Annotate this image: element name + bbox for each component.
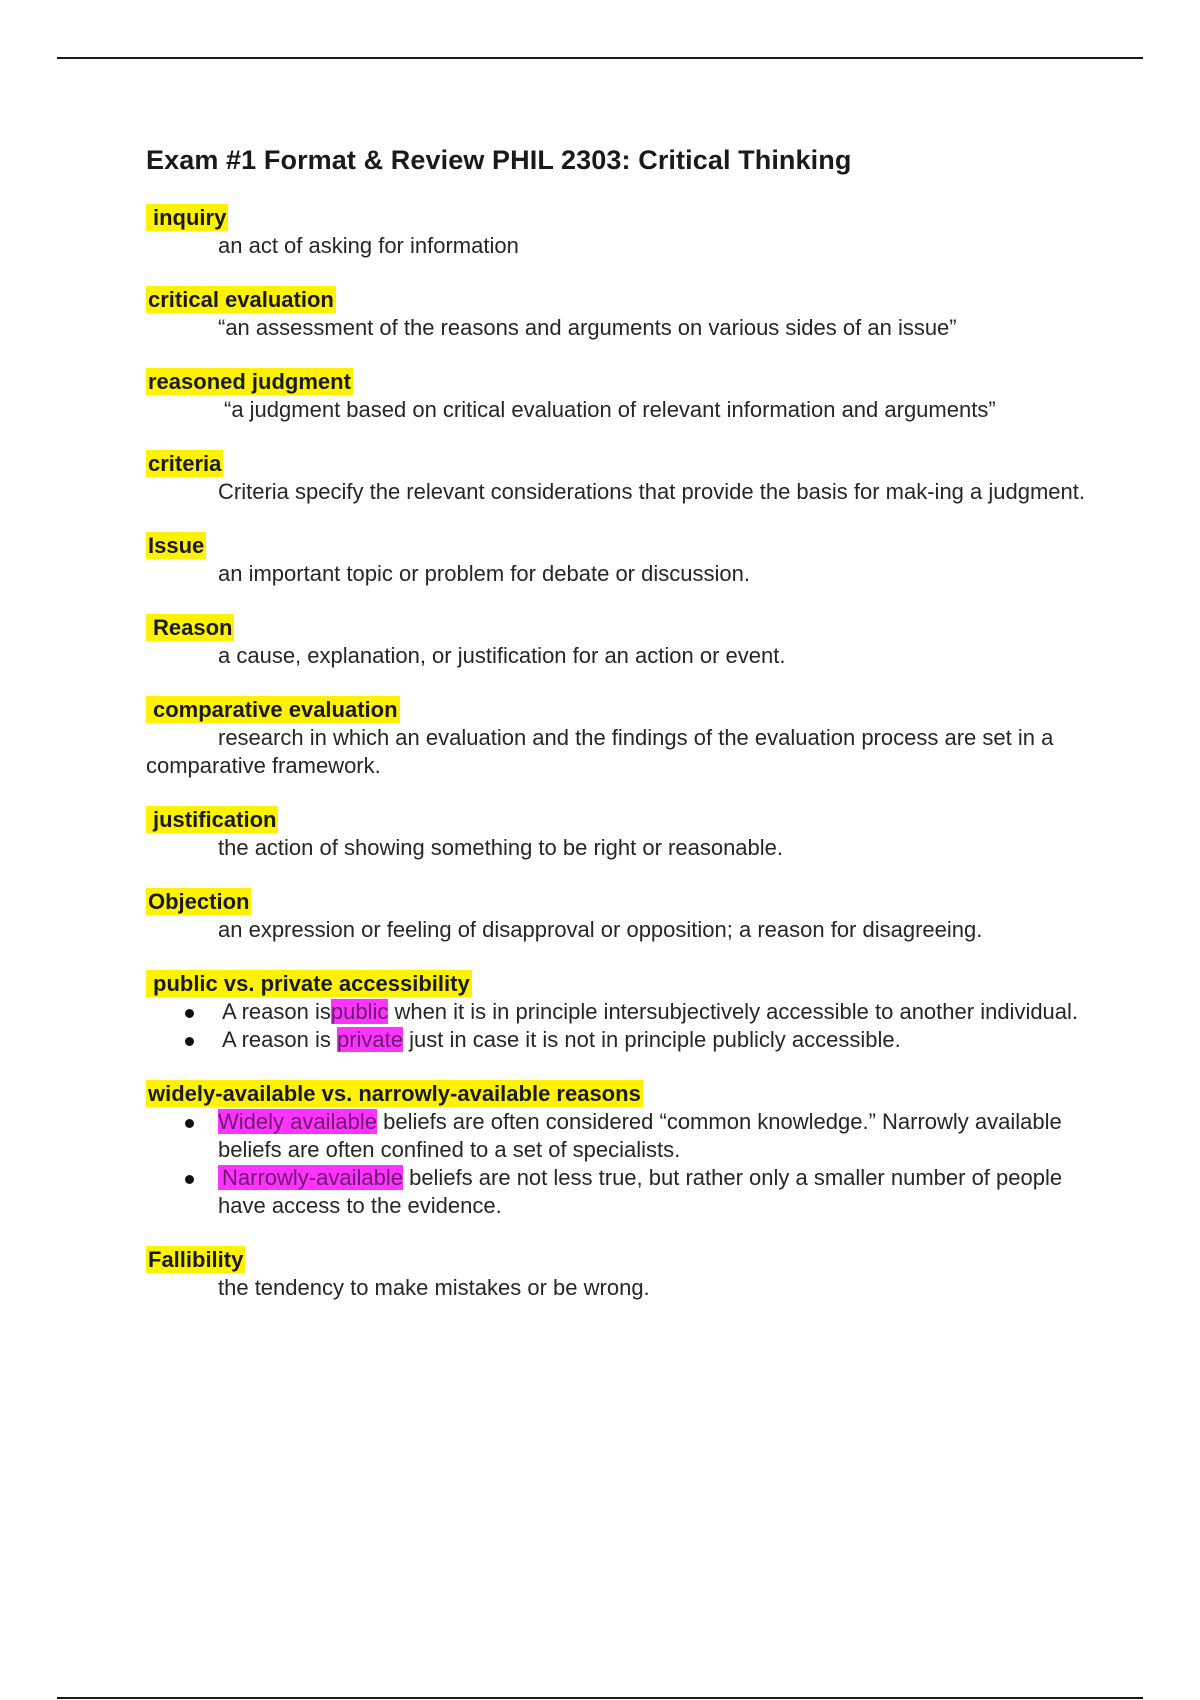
highlighted-keyword: Widely available <box>218 1109 377 1134</box>
bullet-list <box>146 1108 1086 1220</box>
term-public-private-accessibility: public vs. private accessibility <box>146 970 472 997</box>
definition-inquiry: an act of asking for information <box>218 233 519 258</box>
bullet-icon <box>185 1175 194 1184</box>
bullet-text-after: beliefs are not less true, but rather only a smaller number of people have access to the evidence. <box>218 1165 1063 1218</box>
bullet-list <box>146 998 1086 1054</box>
document-page <box>146 145 1086 1328</box>
entry-issue <box>146 532 1086 588</box>
definition-objection: an expression or feeling of disapproval or opposition; a reason for disagreeing. <box>218 917 983 942</box>
bottom-rule <box>57 1697 1143 1699</box>
document-title: Exam #1 Format & Review PHIL 2303: Critical Thinking <box>146 145 852 175</box>
term-reason: Reason <box>146 614 234 641</box>
definition-comparative-evaluation: research in which an evaluation and the findings of the evaluation process are set in a comparative framework. <box>146 725 1054 778</box>
bullet-text-after: just in case it is not in principle publicly accessible. <box>409 1027 901 1052</box>
definition-issue: an important topic or problem for debate or discussion. <box>218 561 750 586</box>
bullet-icon <box>185 1037 194 1046</box>
definition-fallibility: the tendency to make mistakes or be wrong. <box>218 1275 650 1300</box>
entry-criteria <box>146 450 1086 506</box>
definition-justification: the action of showing something to be right or reasonable. <box>218 835 784 860</box>
entry-justification <box>146 806 1086 862</box>
list-item <box>146 998 1086 1026</box>
term-justification: justification <box>146 806 278 833</box>
bullet-text-after: beliefs are often considered “common knowledge.” Narrowly available beliefs are often confined to a set of specialists. <box>218 1109 1062 1162</box>
entry-objection <box>146 888 1086 944</box>
list-item <box>146 1026 1086 1054</box>
highlighted-keyword: Narrowly-available <box>218 1165 403 1190</box>
definition-critical-evaluation: “an assessment of the reasons and arguments on various sides of an issue” <box>218 315 957 340</box>
definition-criteria: Criteria specify the relevant considerations that provide the basis for mak-ing a judgment. <box>218 479 1085 504</box>
highlighted-keyword: private <box>336 1027 404 1052</box>
term-objection: Objection <box>148 889 250 914</box>
term-inquiry: inquiry <box>146 204 228 231</box>
entry-reasoned-judgment <box>146 368 1086 424</box>
term-reasoned-judgment: reasoned judgment <box>148 369 351 394</box>
definition-reasoned-judgment: “a judgment based on critical evaluation of relevant information and arguments” <box>224 397 996 422</box>
term-criteria: criteria <box>148 451 222 476</box>
list-item <box>146 1108 1086 1164</box>
top-rule <box>57 57 1143 59</box>
term-critical-evaluation: critical evaluation <box>148 287 334 312</box>
highlighted-keyword: public <box>330 999 389 1024</box>
list-item <box>146 1164 1086 1220</box>
bullet-text-before: A reason is <box>222 999 331 1024</box>
bullet-icon <box>185 1119 194 1128</box>
entry-widely-narrowly-available <box>146 1080 1086 1220</box>
term-fallibility: Fallibility <box>148 1247 244 1272</box>
entry-inquiry <box>146 204 1086 260</box>
entry-fallibility <box>146 1246 1086 1302</box>
entry-comparative-evaluation <box>146 696 1086 780</box>
definition-reason: a cause, explanation, or justification for an action or event. <box>218 643 786 668</box>
term-issue: Issue <box>148 533 205 558</box>
entry-reason <box>146 614 1086 670</box>
term-comparative-evaluation: comparative evaluation <box>146 696 400 723</box>
term-widely-narrowly-available: widely-available vs. narrowly-available reasons <box>148 1081 641 1106</box>
bullet-text-before: A reason is <box>222 1027 331 1052</box>
entry-critical-evaluation <box>146 286 1086 342</box>
bullet-icon <box>185 1009 194 1018</box>
entry-public-private-accessibility <box>146 970 1086 1054</box>
bullet-text-after: when it is in principle intersubjectively accessible to another individual. <box>394 999 1079 1024</box>
